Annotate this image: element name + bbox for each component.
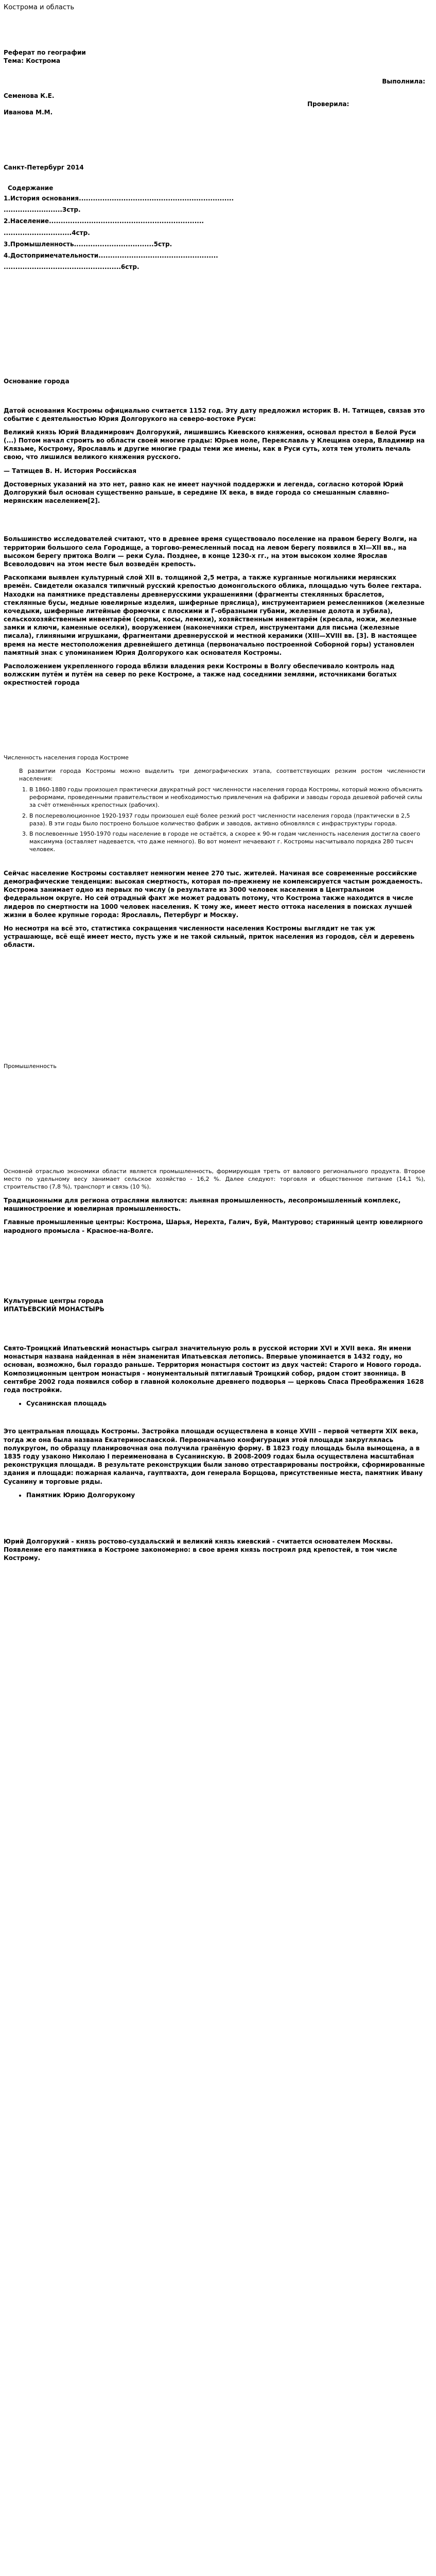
population-intro: В развитии города Костромы можно выделить три демографических этапа, соответствующих резким ростом численности населения: — [19, 768, 425, 783]
contents-item-1-page: .........................3стр. — [4, 206, 81, 214]
susaninskaya-heading: • Сусанинская площадь — [26, 1399, 425, 1408]
teacher-name: Иванова М.М. — [4, 109, 53, 116]
contents-item-1: 1.История основания.................................................................. — [4, 195, 234, 202]
founding-paragraph-7: Расположением укрепленного города вблизи владения реки Костромы в Волгу обеспечивало контроль над волжским путём и путём на север по реке Костроме, а также над соседними землями, источниками богатых окрестностей города — [4, 663, 397, 687]
tema-line: Тема: Кострома — [4, 57, 61, 64]
culture-heading: Культурные центры города — [4, 1297, 103, 1304]
dolgorukiy-heading: • Памятник Юрию Долгорукому — [26, 1491, 425, 1499]
contents-item-2-page: .............................4стр. — [4, 229, 90, 236]
contents-item-2: 2.Население.................................................................. — [4, 217, 204, 225]
population-list-item: 1. В 1860-1880 годы произошел практически двукратный рост численности населения города Костромы, который можно объяснить реформами, проведенными правительством и необходимостью привлечения на фабрики и заводы города дешевой рабочей силы за счёт отменённых крепостных (рабочих). — [29, 786, 425, 809]
dolgorukiy-list — [19, 1491, 425, 1499]
industry-paragraph-2: Традиционными для региона отраслями являются: льняная промышленность, лесопромышленный комплекс, машиностроение и ювелирная промышленность. — [4, 1196, 401, 1213]
industry-heading: Промышленность — [4, 1062, 57, 1070]
founding-paragraph-1: Датой основания Костромы официально считается 1152 год. Эту дату предложил историк В. Н. Татищев, связав это событие с деятельностью Юрия Долгорукого на северо-востоке Руси: — [4, 406, 425, 422]
population-list-item: 2. В послереволюционное 1920-1937 годы произошел ещё более резкий рост численности населения города (практически в 2,5 раза). В эти годы было построено большое количество фабрик и заводов, активно обновлялся с инфраструктуры города. — [29, 812, 425, 828]
checked-label: Проверила: — [307, 100, 350, 108]
founding-paragraph-3: — Татищев В. Н. История Российская — [4, 467, 137, 474]
contents-item-3: 3.Промышленность..................................5стр. — [4, 240, 172, 248]
founding-paragraph-2: Великий князь Юрий Владимирович Долгорукий, лишившись Киевского княжения, основал престол в Белой Руси (...) Потом начал строить во области своей многие грады: Юрьев ноле, Переяславль у Клещина озера, Владимир на Клязьме, Кострому, Ярославль и другие многие грады теми же имены, как в Руси суть, хотя тем утолить печаль свою, что лишился великого княжения русского. — [4, 428, 425, 461]
document-title: Кострома и область — [4, 4, 75, 11]
ipatiev-heading: ИПАТЬЕВСКИЙ МОНАСТЫРЬ — [4, 1305, 104, 1313]
executed-label: Выполнила: — [382, 77, 425, 85]
contents-item-4: 4.Достопримечательности................................................... — [4, 251, 218, 259]
contents-title: Содержание — [8, 184, 54, 192]
dolgorukiy-paragraph: Юрий Долгорукий - князь ростово-суздальский и великий князь киевский - считается основателем Москвы. Появление его памятника в Костроме закономерно: в свое время князь построил ряд крепостей, в том числе Кострому. — [4, 1537, 397, 1562]
city-year: Санкт-Петербург 2014 — [4, 163, 84, 171]
founding-heading: Основание города — [4, 378, 69, 385]
susaninskaya-list — [19, 1399, 425, 1408]
population-heading: Численность населения города Костроме — [4, 754, 129, 761]
population-list — [19, 786, 425, 854]
industry-paragraph-1: Основной отраслью экономики области является промышленность, формирующая треть от валового регионального продукта. Второе место по удельному весу занимает сельское хозяйство - 16,2 %. Далее следуют: торговля и общественное питание (14,1 %), строительство (7,8 %), транспорт и связь (10 %). — [4, 1168, 425, 1191]
ipatiev-paragraph: Свято-Троицкий Ипатьевский монастырь сыграл значительную роль в русской истории XVI и XVII века. Ян имени монастыря названа найденная в нём знаменитая Ипатьевская летопись. Впервые упоминается в 1432 году, но основан, возможно, был гораздо раньше. Территория монастыря состоит из двух частей: Старого и Нового города. Композиционным центром монастыря - монументальный пятиглавый Троицкий собор, рядом стоит звонница. В сентябре 2002 года появился собор в главной колокольне древнего подворья — церковь Спаса Преображения 1628 года постройки. — [4, 1345, 424, 1394]
population-paragraph-1: Сейчас население Костромы составляет немногим менее 270 тыс. жителей. Начиная все современные российские демографические тенденции: высокая смертность, которая по-прежнему не компенсируется частым рождаемость. Кострома занимает одно из первых по числу (в результате из 3000 человек населения в Центральном федеральном округе. Но сей отрадный факт же может радовать потому, что Кострома также находится в числе лидеров по смертности на 1000 человек населения. К тому же, имеет место оттока населения в поисках лучшей жизни в более крупные города: Ярославль, Петербург и Москву. — [4, 869, 423, 919]
author-name: Семенова К.Е. — [4, 92, 55, 100]
founding-paragraph-6: Раскопками выявлен культурный слой XII в. толщиной 2,5 метра, а также курганные могильники мерянских времён. Свидетели оказался типичный русский крепостью домонгольского облика, площадью чуть более гектара. Находки на памятнике представлены древнерусскими украшениями (фрагменты стеклянных браслетов, стеклянные бусы, медные ювелирные изделия, шиферные пряслица), инструментарием ремесленников (железные кочедыки, шиферные литейные формочки с плоскими и Г-образными губами, железные долота и зубила), сельскохозяйственным инвентарём (серпы, косы, лемехи), хозяйственным инвентарём (кресала, ножи, железные замки и ключи, каменные оселки), вооружением (наконечники стрел, инструментами для письма (железные писала), глиняными игрушками, фрагментами древнерусской и местной керамики (XIII—XVIII вв. [3]. В настоящее время на месте местоположения древнейшего детинца (первоначально построенной Соборной горы) установлен памятный знак с упоминанием Юрия Долгорукого как основателя Костромы. — [4, 574, 425, 656]
population-list-item: 3. В послевоенные 1950-1970 годы население в городе не остаётся, а скорее к 90-м годам численность населения достигла своего максимума (оставляет надевается, что даже немного). Во вот момент нечаевают г. Костромы насчитывало порядка 280 тысяч человек. — [29, 831, 425, 854]
founding-paragraph-5: Большинство исследователей считают, что в древнее время существовало поселение на правом берегу Волги, на территории большого села Городище, а торгово-ремесленный посад на левом берегу появился в XI—XII вв., на высоком берегу притока Волги — реки Сула. Позднее, в конце 1230-х гг., на этом высоком холме Ярослав Всеволодович на этом месте был возведён крепость. — [4, 535, 417, 568]
referat-line: Реферат по географии — [4, 48, 86, 56]
susaninskaya-paragraph: Это центральная площадь Костромы. Застройка площади осуществлена в конце XVIII – первой четверти XIX века, тогда же она была названа Екатеринославской. Первоначально конфигурация этой площади закруглялась полукругом, по образцу планировочная она получила гранёную форму. В 1823 году площадь была вымощена, а в 1835 году узаконо Николаю I переименована в Сусанинскую. В 2008-2009 годах была осуществлена масштабная реконструкция площади. В результате реконструкции были заново отреставрированы постройки, сформированные здания и площади: пожарная каланча, гауптвахта, дом генерала Борщова, присутственные места, памятник Ивану Сусанину и торговые ряды. — [4, 1428, 425, 1485]
contents-item-4-page: ..................................................6стр. — [4, 263, 139, 271]
founding-paragraph-4: Достоверных указаний на это нет, равно как не имеет научной поддержки и легенда, согласно которой Юрий Долгорукий был основан существенно раньше, в середине IX века, в виде города со смешанным славяно-мерянским населением[2]. — [4, 480, 404, 505]
industry-paragraph-3: Главные промышленные центры: Кострома, Шарья, Нерехта, Галич, Буй, Мантурово; старинный центр ювелирного народного промысла - Красное-на-Волге. — [4, 1218, 423, 1234]
population-paragraph-2: Но несмотря на всё это, статистика сокращения численности населения Костромы выглядит не так уж устрашающе, всё ещё имеет место, пусть уже и не такой сильный, приток населения из городов, сёл и деревень области. — [4, 925, 415, 949]
